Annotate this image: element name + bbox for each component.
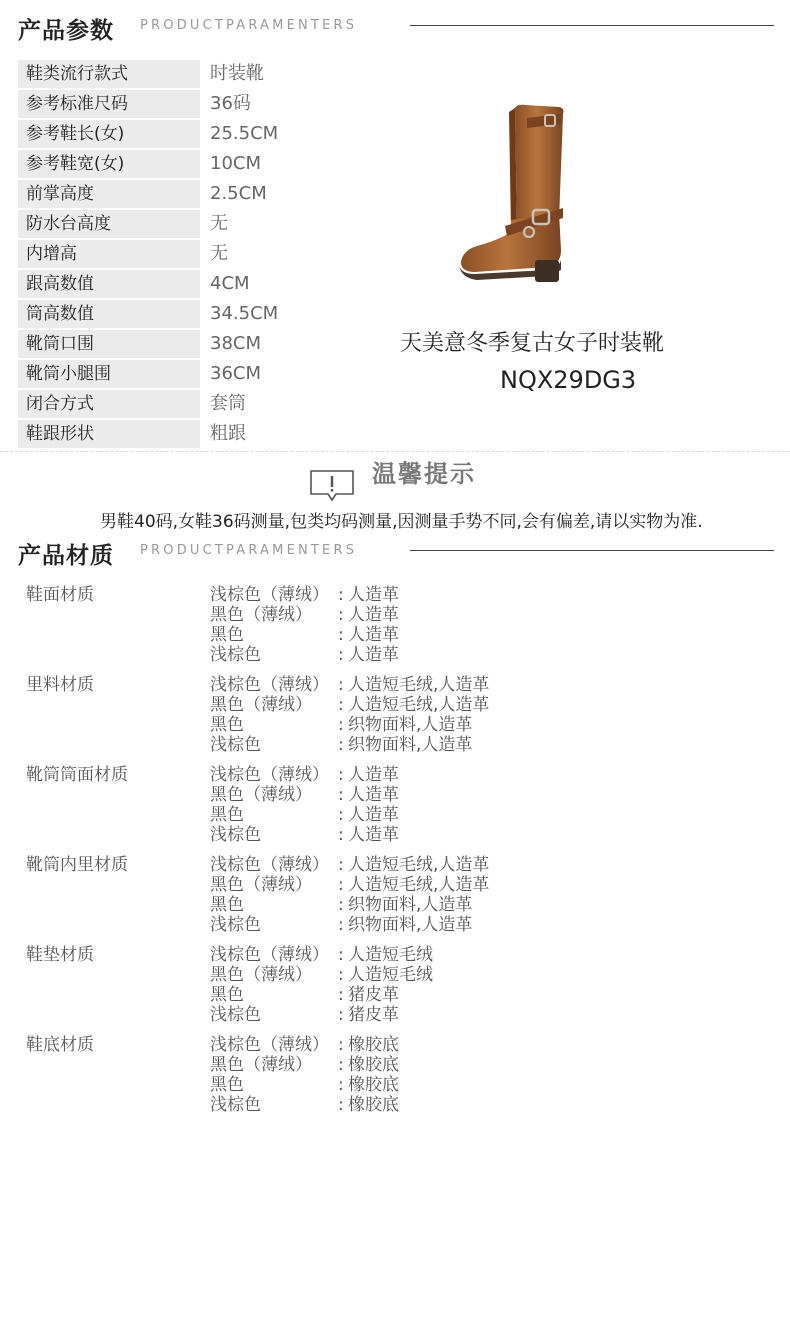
material-name: 靴筒筒面材质 <box>26 765 128 785</box>
material-line <box>210 825 399 845</box>
material-color: 黑色（薄绒） <box>210 875 312 895</box>
material-line <box>210 965 433 985</box>
material-line <box>210 765 399 785</box>
material-color: 黑色（薄绒） <box>210 1055 312 1075</box>
exclamation-speech-icon <box>310 470 354 502</box>
param-label: 靴筒小腿围 <box>18 360 200 388</box>
material-value: 人造短毛绒 <box>348 965 433 985</box>
param-value: 2.5CM <box>210 183 267 204</box>
material-sep: : <box>338 1005 344 1025</box>
material-sep: : <box>338 645 344 665</box>
material-value: 织物面料,人造革 <box>348 735 473 755</box>
material-line <box>210 855 489 875</box>
param-label: 参考鞋宽(女) <box>18 150 200 178</box>
dotted-divider <box>0 451 790 452</box>
material-sep: : <box>338 825 344 845</box>
material-group <box>26 855 766 945</box>
material-line <box>210 785 399 805</box>
material-color: 黑色 <box>210 985 244 1005</box>
material-color: 浅棕色 <box>210 735 261 755</box>
material-sep: : <box>338 1055 344 1075</box>
param-label: 防水台高度 <box>18 210 200 238</box>
material-value: 人造短毛绒,人造革 <box>348 695 490 715</box>
material-line <box>210 1035 399 1055</box>
param-label: 鞋类流行款式 <box>18 60 200 88</box>
material-color: 黑色 <box>210 625 244 645</box>
material-line <box>210 1055 399 1075</box>
material-color: 黑色 <box>210 805 244 825</box>
material-group <box>26 675 766 765</box>
param-value: 36码 <box>210 93 251 114</box>
material-value: 人造革 <box>348 825 399 845</box>
material-sep: : <box>338 765 344 785</box>
material-line <box>210 645 399 665</box>
material-name: 鞋底材质 <box>26 1035 94 1055</box>
material-value: 橡胶底 <box>348 1055 399 1075</box>
param-row <box>18 90 398 118</box>
material-sep: : <box>338 695 344 715</box>
materials-list <box>26 585 766 1125</box>
material-value: 织物面料,人造革 <box>348 895 473 915</box>
material-group <box>26 1035 766 1125</box>
material-name: 鞋垫材质 <box>26 945 94 965</box>
material-name: 里料材质 <box>26 675 94 695</box>
material-sep: : <box>338 805 344 825</box>
material-color: 黑色 <box>210 1075 244 1095</box>
section-subtitle-params: PRODUCTPARAMENTERS <box>140 18 358 33</box>
material-color: 浅棕色（薄绒） <box>210 585 329 605</box>
material-sep: : <box>338 915 344 935</box>
section-divider <box>410 550 774 551</box>
material-value: 橡胶底 <box>348 1095 399 1115</box>
material-color: 黑色（薄绒） <box>210 695 312 715</box>
param-label: 内增高 <box>18 240 200 268</box>
material-sep: : <box>338 875 344 895</box>
section-subtitle-materials: PRODUCTPARAMENTERS <box>140 543 358 558</box>
material-value: 人造革 <box>348 765 399 785</box>
material-sep: : <box>338 1095 344 1115</box>
material-color: 浅棕色（薄绒） <box>210 675 329 695</box>
material-sep: : <box>338 585 344 605</box>
param-row <box>18 360 398 388</box>
param-value: 25.5CM <box>210 123 279 144</box>
param-value: 无 <box>210 213 228 234</box>
param-label: 靴筒口围 <box>18 330 200 358</box>
param-label: 鞋跟形状 <box>18 420 200 448</box>
param-value: 套筒 <box>210 393 246 414</box>
material-sep: : <box>338 1035 344 1055</box>
material-name: 鞋面材质 <box>26 585 94 605</box>
param-row <box>18 150 398 178</box>
material-line <box>210 625 399 645</box>
material-color: 黑色（薄绒） <box>210 785 312 805</box>
material-line <box>210 985 399 1005</box>
param-row <box>18 420 398 448</box>
tip-text: 男鞋40码,女鞋36码测量,包类均码测量,因测量手势不同,会有偏差,请以实物为准. <box>100 512 703 532</box>
param-value: 34.5CM <box>210 303 279 324</box>
material-line <box>210 675 489 695</box>
material-color: 黑色 <box>210 715 244 735</box>
param-row <box>18 60 398 88</box>
material-color: 黑色（薄绒） <box>210 605 312 625</box>
material-value: 橡胶底 <box>348 1075 399 1095</box>
material-color: 浅棕色 <box>210 825 261 845</box>
material-value: 人造短毛绒,人造革 <box>348 875 490 895</box>
material-color: 浅棕色（薄绒） <box>210 765 329 785</box>
material-color: 浅棕色（薄绒） <box>210 1035 329 1055</box>
param-value: 粗跟 <box>210 423 246 444</box>
param-label: 参考鞋长(女) <box>18 120 200 148</box>
material-name: 靴筒内里材质 <box>26 855 128 875</box>
material-color: 黑色 <box>210 895 244 915</box>
param-label: 闭合方式 <box>18 390 200 418</box>
param-row <box>18 180 398 208</box>
material-color: 浅棕色（薄绒） <box>210 855 329 875</box>
material-line <box>210 1075 399 1095</box>
material-value: 人造革 <box>348 585 399 605</box>
material-value: 人造革 <box>348 785 399 805</box>
material-value: 人造短毛绒 <box>348 945 433 965</box>
param-row <box>18 330 398 358</box>
param-row <box>18 240 398 268</box>
material-sep: : <box>338 715 344 735</box>
material-group <box>26 945 766 1035</box>
material-value: 人造革 <box>348 625 399 645</box>
material-color: 浅棕色 <box>210 645 261 665</box>
material-value: 橡胶底 <box>348 1035 399 1055</box>
section-title-materials: 产品材质 <box>18 543 114 569</box>
material-value: 织物面料,人造革 <box>348 715 473 735</box>
material-color: 浅棕色 <box>210 1095 261 1115</box>
material-group <box>26 585 766 675</box>
material-line <box>210 875 489 895</box>
param-row <box>18 300 398 328</box>
param-label: 跟高数值 <box>18 270 200 298</box>
material-value: 织物面料,人造革 <box>348 915 473 935</box>
param-row <box>18 210 398 238</box>
boot-image <box>455 100 565 290</box>
param-label: 筒高数值 <box>18 300 200 328</box>
material-line <box>210 735 472 755</box>
material-color: 黑色（薄绒） <box>210 965 312 985</box>
material-line <box>210 715 472 735</box>
material-line <box>210 945 433 965</box>
material-value: 人造短毛绒,人造革 <box>348 675 490 695</box>
material-line <box>210 1005 399 1025</box>
material-sep: : <box>338 785 344 805</box>
material-sep: : <box>338 945 344 965</box>
material-line <box>210 695 489 715</box>
material-line <box>210 1095 399 1115</box>
product-name: 天美意冬季复古女子时装靴 <box>400 331 665 356</box>
material-value: 人造短毛绒,人造革 <box>348 855 490 875</box>
material-sep: : <box>338 735 344 755</box>
param-value: 无 <box>210 243 228 264</box>
material-line <box>210 915 472 935</box>
params-table <box>18 60 398 450</box>
material-sep: : <box>338 675 344 695</box>
material-value: 人造革 <box>348 805 399 825</box>
material-line <box>210 895 472 915</box>
param-value: 36CM <box>210 363 262 384</box>
material-color: 浅棕色（薄绒） <box>210 945 329 965</box>
param-row <box>18 390 398 418</box>
material-sep: : <box>338 605 344 625</box>
material-line <box>210 605 399 625</box>
material-color: 浅棕色 <box>210 1005 261 1025</box>
param-value: 4CM <box>210 273 250 294</box>
section-divider <box>410 25 774 26</box>
param-label: 参考标准尺码 <box>18 90 200 118</box>
param-value: 时装靴 <box>210 63 264 84</box>
material-sep: : <box>338 1075 344 1095</box>
material-sep: : <box>338 855 344 875</box>
product-code: NQX29DG3 <box>500 366 637 394</box>
material-sep: : <box>338 625 344 645</box>
material-sep: : <box>338 965 344 985</box>
material-color: 浅棕色 <box>210 915 261 935</box>
material-group <box>26 765 766 855</box>
material-line <box>210 805 399 825</box>
material-sep: : <box>338 985 344 1005</box>
section-title-params: 产品参数 <box>18 18 114 44</box>
material-value: 猪皮革 <box>348 985 399 1005</box>
material-value: 猪皮革 <box>348 1005 399 1025</box>
material-value: 人造革 <box>348 645 399 665</box>
tip-title: 温馨提示 <box>372 460 476 488</box>
param-row <box>18 120 398 148</box>
param-value: 10CM <box>210 153 262 174</box>
material-line <box>210 585 399 605</box>
material-sep: : <box>338 895 344 915</box>
param-row <box>18 270 398 298</box>
param-value: 38CM <box>210 333 262 354</box>
param-label: 前掌高度 <box>18 180 200 208</box>
material-value: 人造革 <box>348 605 399 625</box>
